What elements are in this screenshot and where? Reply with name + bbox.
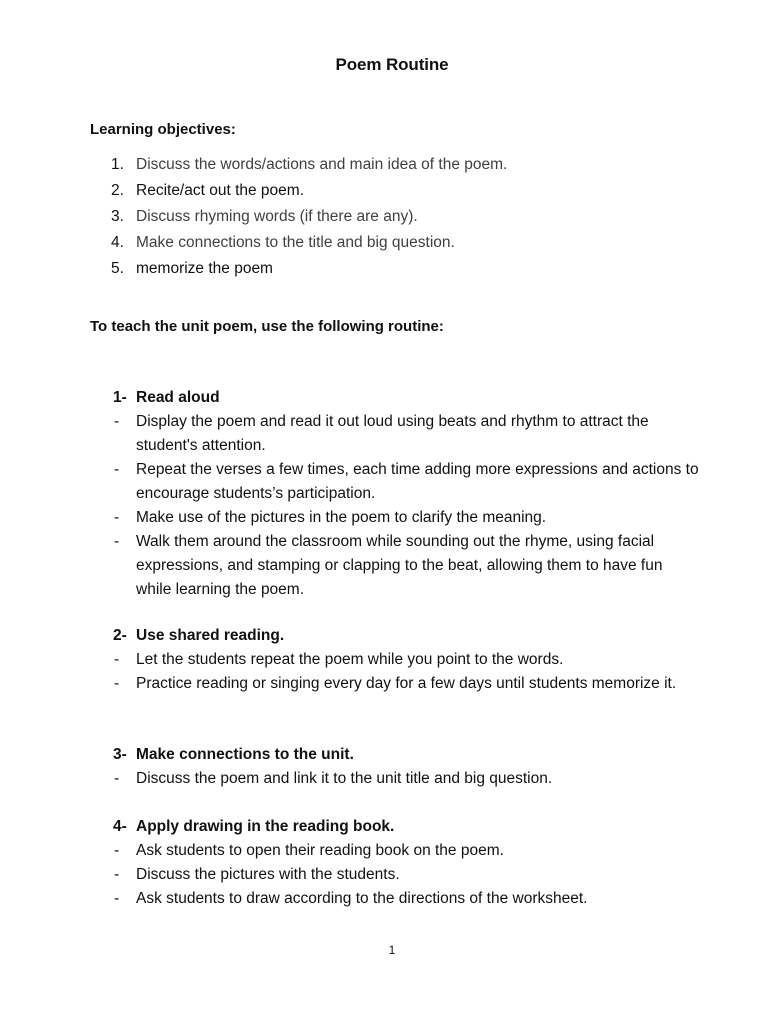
dash-marker: - <box>114 866 120 883</box>
routine-step <box>90 815 700 911</box>
step-number: 2- <box>113 627 127 644</box>
step-bullet <box>90 863 700 887</box>
dash-marker: - <box>114 890 120 907</box>
objectives-list <box>90 154 730 284</box>
step-bullet <box>90 672 700 696</box>
bullet-text: Discuss the poem and link it to the unit title and big question. <box>136 770 553 787</box>
step-bullet <box>90 887 700 911</box>
routine-step <box>90 743 700 791</box>
page-number: 1 <box>388 943 396 957</box>
objective-number: 3. <box>111 208 124 225</box>
step-title: Apply drawing in the reading book. <box>136 818 395 835</box>
step-bullet <box>90 458 700 506</box>
objective-text: Recite/act out the poem. <box>136 182 305 199</box>
routine-heading: To teach the unit poem, use the following routine: <box>90 318 444 335</box>
step-bullet <box>90 506 700 530</box>
objective-text: Discuss the words/actions and main idea of the poem. <box>136 156 508 173</box>
step-heading <box>90 624 700 648</box>
dash-marker: - <box>114 509 120 526</box>
dash-marker: - <box>114 651 120 668</box>
bullet-text: Repeat the verses a few times, each time adding more expressions and actions to encourage students’s participation. <box>136 461 699 502</box>
routine-step <box>90 624 700 696</box>
step-number: 1- <box>113 389 127 406</box>
bullet-text: Ask students to open their reading book on the poem. <box>136 842 504 859</box>
objective-number: 2. <box>111 182 124 199</box>
step-title: Use shared reading. <box>136 627 285 644</box>
objectives-heading: Learning objectives: <box>90 121 236 138</box>
bullet-text: Walk them around the classroom while sounding out the rhyme, using facial expressions, and stamping or clapping to the beat, allowing them to have fun while learning the poem. <box>136 533 663 598</box>
bullet-text: Let the students repeat the poem while you point to the words. <box>136 651 564 668</box>
step-number: 3- <box>113 746 127 763</box>
step-heading <box>90 815 700 839</box>
objective-number: 5. <box>111 260 124 277</box>
dash-marker: - <box>114 461 120 478</box>
step-heading <box>90 743 700 767</box>
objective-number: 4. <box>111 234 124 251</box>
document-title: Poem Routine <box>335 55 449 74</box>
objective-item <box>90 154 730 180</box>
step-bullet <box>90 530 700 602</box>
objective-item <box>90 258 730 284</box>
dash-marker: - <box>114 533 120 550</box>
step-number: 4- <box>113 818 127 835</box>
step-bullet <box>90 839 700 863</box>
bullet-text: Practice reading or singing every day for a few days until students memorize it. <box>136 675 677 692</box>
objective-item <box>90 180 730 206</box>
objective-number: 1. <box>111 156 124 173</box>
routine-step <box>90 386 700 602</box>
step-bullet <box>90 648 700 672</box>
step-title: Read aloud <box>136 389 220 406</box>
step-heading <box>90 386 700 410</box>
bullet-text: Display the poem and read it out loud using beats and rhythm to attract the student's attention. <box>136 413 649 454</box>
bullet-text: Discuss the pictures with the students. <box>136 866 400 883</box>
step-bullet <box>90 410 700 458</box>
objective-text: memorize the poem <box>136 260 273 277</box>
objective-text: Discuss rhyming words (if there are any). <box>136 208 418 225</box>
objective-item <box>90 232 730 258</box>
dash-marker: - <box>114 770 120 787</box>
dash-marker: - <box>114 675 120 692</box>
bullet-text: Ask students to draw according to the directions of the worksheet. <box>136 890 588 907</box>
dash-marker: - <box>114 413 120 430</box>
bullet-text: Make use of the pictures in the poem to clarify the meaning. <box>136 509 547 526</box>
dash-marker: - <box>114 842 120 859</box>
objective-text: Make connections to the title and big question. <box>136 234 455 251</box>
step-title: Make connections to the unit. <box>136 746 354 763</box>
step-bullet <box>90 767 700 791</box>
objective-item <box>90 206 730 232</box>
